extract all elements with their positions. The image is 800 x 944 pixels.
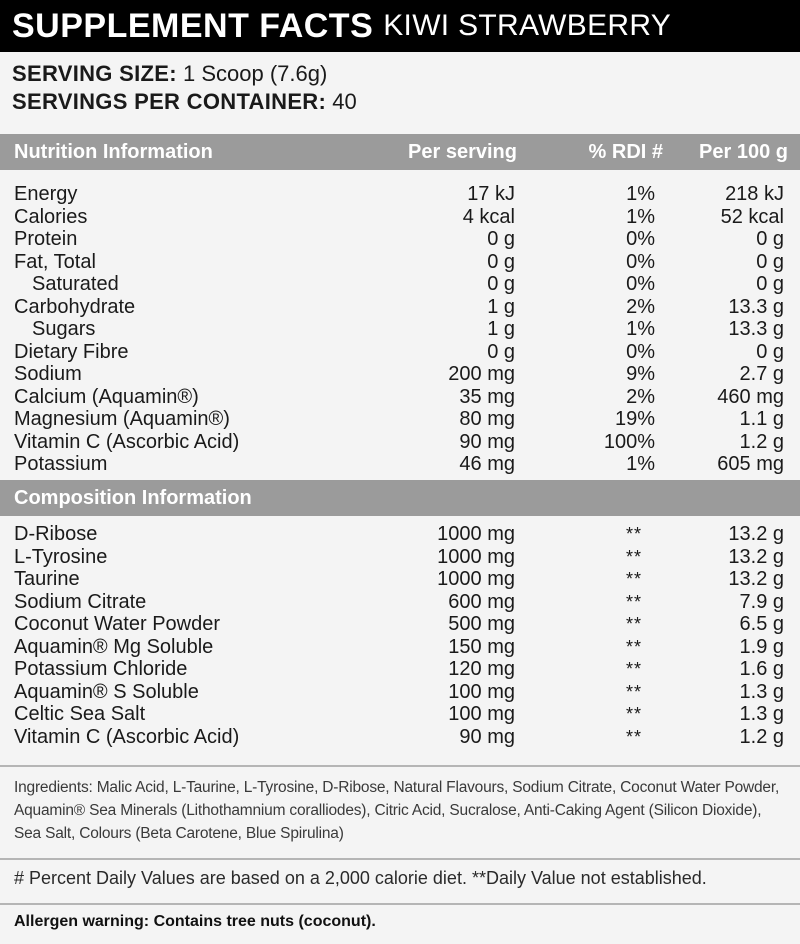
per-serving-value: 1000 mg [437, 568, 515, 590]
nutrient-name: Coconut Water Powder [14, 613, 221, 635]
rdi-value: 2% [626, 295, 655, 318]
rdi-value: ** [626, 546, 643, 567]
per-serving-value: 0 g [487, 228, 515, 250]
rdi-value: ** [626, 704, 643, 724]
per-serving-value: 1000 mg [437, 523, 515, 545]
composition-header-bar [0, 480, 800, 516]
per-100g-value: 1.2 g [739, 430, 784, 453]
nutrient-name: Saturated [32, 273, 119, 295]
nutrient-name: Vitamin C (Ascorbic Acid) [14, 725, 240, 748]
per-serving-value: 90 mg [459, 430, 515, 453]
per-100g-value: 218 kJ [725, 183, 784, 205]
table-row [0, 386, 800, 409]
rdi-value: ** [626, 726, 643, 747]
per-serving-value: 100 mg [448, 703, 515, 725]
per-100g-value: 13.3 g [728, 318, 784, 340]
table-row [0, 591, 800, 614]
table-row [0, 726, 800, 749]
rdi-value: ** [626, 569, 643, 589]
serving-info [12, 60, 357, 116]
rdi-value: 9% [626, 363, 655, 385]
rdi-value: 0% [626, 250, 655, 273]
nutrition-header-bar [0, 134, 800, 170]
per-serving-value: 1 g [487, 295, 515, 318]
rdi-value: 1% [626, 453, 655, 475]
nutrient-name: Calcium (Aquamin®) [14, 385, 199, 408]
per-serving-value: 600 mg [448, 590, 515, 613]
per-serving-value: 0 g [487, 250, 515, 273]
nutrient-name: Vitamin C (Ascorbic Acid) [14, 430, 240, 453]
servings-per-container-line [12, 88, 357, 116]
per-serving-value: 1 g [487, 318, 515, 340]
table-row [0, 523, 800, 546]
table-row [0, 318, 800, 341]
per-100g-value: 1.6 g [739, 658, 784, 680]
nutrient-name: Sodium Citrate [14, 590, 147, 613]
rdi-value: 0% [626, 273, 655, 295]
rdi-value: 100% [603, 430, 655, 453]
table-row [0, 568, 800, 591]
table-row [0, 408, 800, 431]
nutrient-name: Protein [14, 228, 78, 250]
servings-per-container-value: 40 [332, 89, 357, 114]
rdi-value: ** [626, 681, 643, 702]
nutrient-name: Potassium [14, 453, 108, 475]
rdi-value: 19% [614, 408, 655, 430]
nutrient-name: Fat, Total [14, 250, 96, 273]
per-100g-value: 6.5 g [739, 613, 784, 635]
rdi-value: 0% [626, 340, 655, 363]
per-100g-value: 2.7 g [739, 363, 784, 385]
label-header [0, 0, 800, 52]
label-title: SUPPLEMENT FACTS [12, 6, 374, 45]
rdi-value: ** [626, 591, 643, 612]
table-row [0, 546, 800, 569]
nutrient-name: L-Tyrosine [14, 545, 108, 568]
flavor-name: KIWI STRAWBERRY [383, 9, 672, 42]
table-row [0, 341, 800, 364]
per-100g-value: 1.9 g [739, 635, 784, 658]
nutrition-table [0, 183, 800, 476]
rdi-value: 1% [626, 318, 655, 340]
nutrient-name: Aquamin® Mg Soluble [14, 635, 214, 658]
section-divider [0, 765, 800, 767]
rdi-value: ** [626, 636, 643, 657]
per-serving-value: 500 mg [448, 613, 515, 635]
composition-table [0, 523, 800, 748]
per-100g-value: 1.2 g [739, 725, 784, 748]
table-row [0, 228, 800, 251]
nutrient-name: Taurine [14, 568, 80, 590]
allergen-warning: Allergen warning: Contains tree nuts (coconut). [14, 913, 376, 930]
per-serving-value: 1000 mg [437, 545, 515, 568]
per-100g-value: 0 g [756, 273, 784, 295]
table-row [0, 206, 800, 229]
ingredients-text: Ingredients: Malic Acid, L-Taurine, L-Tyrosine, D-Ribose, Natural Flavours, Sodium Citrate, Coconut Water Powder, Aquamin® Sea Minerals (Lithothamnium coralliodes), Citric Acid, Sucralose, Anti-Caking Agent (Silicon Dioxide), Sea Salt, Colours (Beta Carotene, Blue Spirulina) [14, 779, 780, 842]
per-serving-value: 150 mg [448, 635, 515, 658]
footnote-divider [0, 858, 800, 860]
serving-size-line [12, 60, 357, 88]
nutrient-name: Aquamin® S Soluble [14, 680, 199, 703]
per-100g-value: 13.2 g [728, 568, 784, 590]
per-serving-value: 90 mg [459, 725, 515, 748]
table-row [0, 703, 800, 726]
serving-size-label: SERVING SIZE: [12, 61, 177, 86]
per-100g-value: 13.2 g [728, 545, 784, 568]
table-row [0, 658, 800, 681]
nutrition-header-name: Nutrition Information [14, 141, 213, 163]
nutrient-name: Dietary Fibre [14, 340, 129, 363]
per-100g-value: 1.3 g [739, 680, 784, 703]
per-100g-value: 605 mg [717, 453, 784, 475]
table-row [0, 431, 800, 454]
allergen-divider [0, 903, 800, 905]
per-serving-value: 46 mg [459, 453, 515, 475]
rdi-footnote: # Percent Daily Values are based on a 2,000 calorie diet. **Daily Value not established. [14, 868, 707, 888]
per-serving-value: 200 mg [448, 363, 515, 385]
per-serving-value: 17 kJ [467, 183, 515, 205]
table-row [0, 613, 800, 636]
per-serving-value: 100 mg [448, 680, 515, 703]
table-row [0, 681, 800, 704]
table-row [0, 273, 800, 296]
table-row [0, 363, 800, 386]
nutrient-name: Calories [14, 205, 88, 228]
rdi-value: 0% [626, 228, 655, 250]
rdi-value: ** [626, 659, 643, 679]
rdi-value: 1% [626, 205, 655, 228]
per-serving-value: 4 kcal [462, 205, 515, 228]
per-100g-value: 52 kcal [720, 205, 784, 228]
table-row [0, 636, 800, 659]
per-100g-value: 0 g [756, 228, 784, 250]
per-serving-value: 80 mg [459, 408, 515, 430]
per-serving-value: 120 mg [448, 658, 515, 680]
table-row [0, 183, 800, 206]
per-100g-value: 13.2 g [728, 523, 784, 545]
composition-header-name: Composition Information [14, 487, 252, 509]
per-100g-value: 1.3 g [739, 703, 784, 725]
rdi-value: 2% [626, 385, 655, 408]
nutrient-name: Energy [14, 183, 78, 205]
nutrient-name: D-Ribose [14, 523, 98, 545]
per-serving-value: 0 g [487, 273, 515, 295]
table-row [0, 453, 800, 476]
nutrition-header-per-serving: Per serving [408, 141, 517, 163]
nutrient-name: Sodium [14, 363, 82, 385]
per-100g-value: 460 mg [717, 385, 784, 408]
table-row [0, 296, 800, 319]
per-100g-value: 1.1 g [739, 408, 784, 430]
per-100g-value: 7.9 g [739, 590, 784, 613]
nutrition-header-rdi: % RDI # [588, 141, 663, 163]
rdi-value: 1% [626, 183, 655, 205]
nutrient-name: Magnesium (Aquamin®) [14, 408, 230, 430]
rdi-value: ** [626, 614, 643, 634]
nutrient-name: Carbohydrate [14, 295, 136, 318]
rdi-value: ** [626, 524, 643, 544]
per-serving-value: 0 g [487, 340, 515, 363]
per-100g-value: 0 g [756, 340, 784, 363]
nutrition-header-per-100g: Per 100 g [699, 141, 788, 163]
per-100g-value: 0 g [756, 250, 784, 273]
nutrient-name: Celtic Sea Salt [14, 703, 146, 725]
per-serving-value: 35 mg [459, 385, 515, 408]
nutrient-name: Sugars [32, 318, 96, 340]
nutrient-name: Potassium Chloride [14, 658, 188, 680]
per-100g-value: 13.3 g [728, 295, 784, 318]
table-row [0, 251, 800, 274]
serving-size-value: 1 Scoop (7.6g) [183, 61, 328, 86]
servings-per-container-label: SERVINGS PER CONTAINER: [12, 89, 327, 114]
